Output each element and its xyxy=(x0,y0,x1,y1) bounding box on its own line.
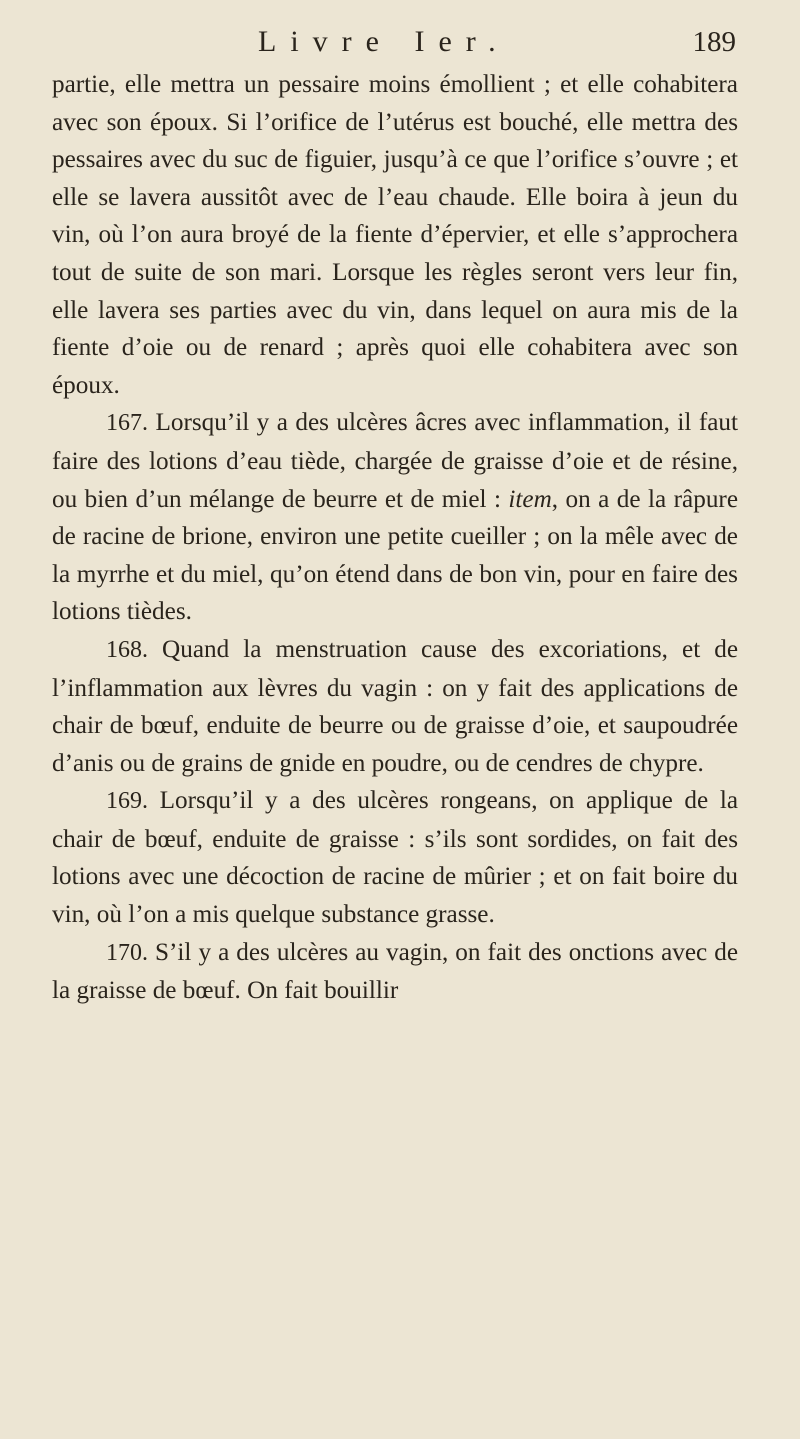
paragraph-text: Lorsqu’il y a des ulcères âcres avec inflammation, il faut faire des lotions d’eau tiède, chargée de graisse d’oie et de résine, ou bien d’un mélange de beurre et de miel : xyxy=(52,409,739,513)
paragraph-169 xyxy=(52,782,738,933)
paragraph-number: 169. xyxy=(106,788,148,815)
paragraph-text: S’il y a des ulcères au vagin, on fait des onctions avec de la graisse de bœuf. On fait bouillir xyxy=(52,938,739,1005)
page-number: 189 xyxy=(692,26,736,58)
paragraph-168 xyxy=(52,631,738,782)
paragraph-170 xyxy=(52,934,738,1010)
paragraph-number: 167. xyxy=(106,410,148,437)
running-head xyxy=(52,20,738,64)
paragraph-text: , on a de la râpure de racine de brione, environ une petite cueiller ; on la mêle avec de la myrrhe et du miel, qu’on étend dans de bon vin, pour en faire des lotions tièdes. xyxy=(52,485,738,626)
paragraph-text: Lorsqu’il y a des ulcères rongeans, on applique de la chair de bœuf, enduite de graisse : s’ils sont sordides, on fait des lotions avec une décoction de racine de mûrier ; et on fait boire du vin, où l’on a mis quelque substance grasse. xyxy=(52,787,739,929)
paragraph-number: 170. xyxy=(106,939,148,966)
paragraph-continued xyxy=(52,66,738,404)
italic-term: item xyxy=(508,485,552,513)
body-text xyxy=(52,66,738,1010)
paragraph-number: 168. xyxy=(106,636,148,663)
paragraph-text: partie, elle mettra un pessaire moins émollient ; et elle cohabitera avec son époux. Si l’orifice de l’utérus est bouché, elle mettra des pessaires avec du suc de figuier, jusqu’à ce que l’orifice s’ouvre ; et elle se lavera aussitôt avec de l’eau chaude. Elle boira à jeun du vin, où l’on aura broyé de la fiente d’épervier, et elle s’approchera tout de suite de son mari. Lorsque les règles seront vers leur fin, elle lavera ses parties avec du vin, dans lequel on aura mis de la fiente d’oie ou de renard ; après quoi elle cohabitera avec son époux. xyxy=(52,71,738,399)
paragraph-167 xyxy=(52,404,738,631)
running-title: Livre Ier. xyxy=(258,25,510,58)
paragraph-text: Quand la menstruation cause des excoriations, et de l’inflammation aux lèvres du vagin : on y fait des applications de chair de bœuf, enduite de beurre ou de graisse d’oie, et saupoudrée d’anis ou de grains de gnide en poudre, ou de cendres de chypre. xyxy=(52,635,738,777)
